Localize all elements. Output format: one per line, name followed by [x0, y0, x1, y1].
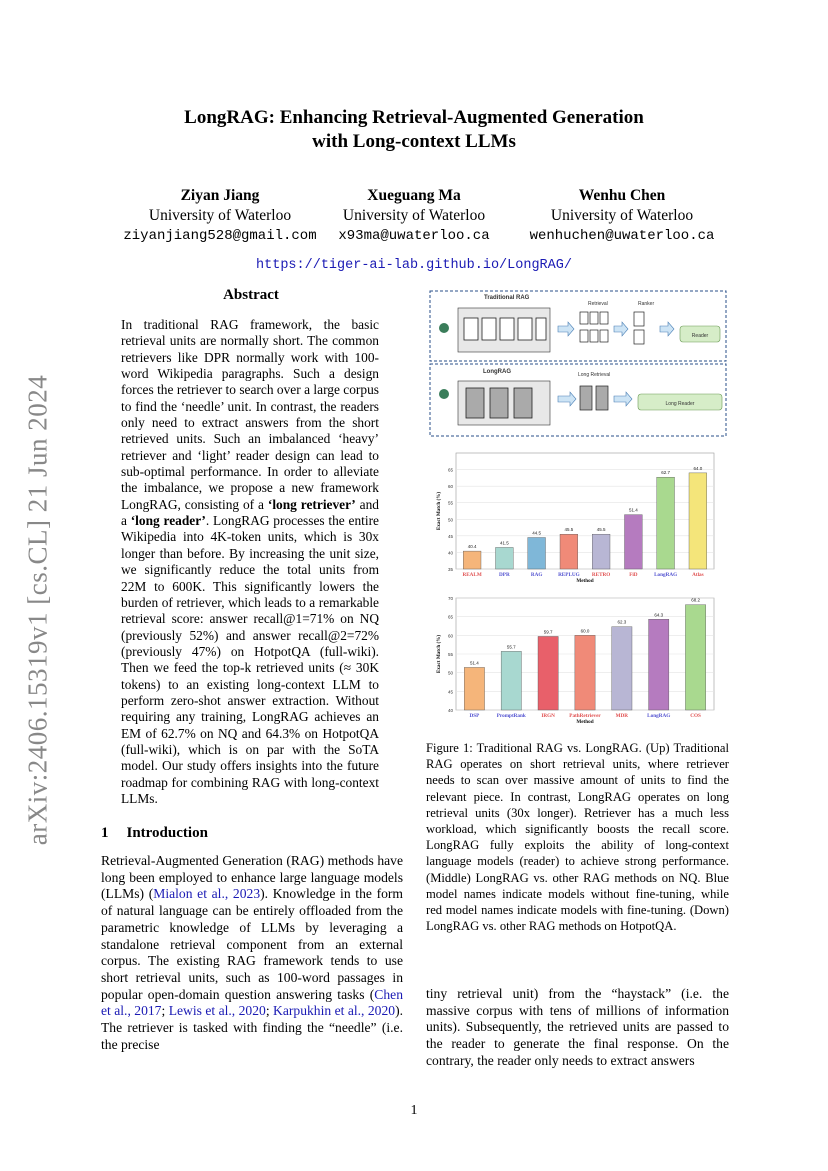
y-axis-label: Exact Match (%) — [436, 491, 442, 531]
longrag-label: LongRAG — [483, 369, 511, 375]
x-tick-label: REALM — [462, 572, 482, 578]
y-tick-label: 55 — [447, 500, 453, 506]
plot-area — [456, 453, 714, 569]
bar-value-label: 59.7 — [543, 629, 553, 635]
bar — [575, 635, 595, 710]
x-tick-label: RETRO — [591, 572, 611, 578]
bar-value-label: 40.4 — [467, 544, 477, 550]
bar — [592, 534, 610, 569]
user-question-icon — [439, 389, 449, 399]
bar — [657, 477, 675, 569]
bar-value-label: 62.3 — [617, 619, 627, 625]
y-tick-label: 60 — [447, 484, 453, 490]
abstract-text: In traditional RAG framework, the basic retrieval units are normally short. The common retrievers like DPR normally work with 100-word Wikipedia paragraphs. Such a design forces the retriever to search over a large corpus to find the ‘needle’ unit. In contrast, the readers only need to extract answers from the short retrieved units. Such an imbalanced ‘heavy’ retriever and ‘light’ reader design can lead to sub-optimal performance. In order to alleviate the imbalance, we propose a new framework LongRAG, consisting of a — [121, 317, 379, 512]
y-tick-label: 35 — [447, 567, 453, 572]
long-reader-label: Long Reader — [665, 401, 695, 407]
x-axis-label: Method — [576, 578, 594, 584]
section-heading-introduction — [101, 825, 208, 842]
title-line-2: with Long-context LLMs — [312, 131, 516, 152]
y-tick-label: 55 — [447, 652, 453, 657]
citation-link[interactable]: Lewis et al., 2020 — [168, 1003, 266, 1019]
project-url-link[interactable]: https://tiger-ai-lab.github.io/LongRAG/ — [256, 258, 572, 273]
citation-link[interactable]: Mialon et al., 2023 — [153, 886, 261, 902]
bar — [612, 627, 632, 710]
abstract-heading: Abstract — [223, 287, 279, 303]
abstract-text: and a — [121, 496, 379, 529]
bar-value-label: 55.7 — [506, 644, 516, 650]
author-2 — [314, 186, 514, 246]
author-email[interactable]: wenhuchen@uwaterloo.ca — [529, 228, 715, 244]
reader-label: Reader — [691, 333, 709, 339]
y-tick-label: 50 — [447, 517, 453, 523]
bar-value-label: 44.5 — [532, 530, 542, 536]
bar-value-label: 45.5 — [564, 527, 574, 533]
abstract-text: . LongRAG processes the entire Wikipedia into 4K-token units, which is 30x longer than before. By increasing the unit size, we significantly reduce the total units from 22M to 600K. This significantly lowers the burden of retriever, which leads to a remarkable retrieval score: answer recall@1=71% on NQ (previously 52%) and answer recall@2=72% (previously 47%) on HotpotQA (full-wiki). Then we feed the top-k retrieved units (≈ 30K tokens) to an existing long-context LLM to perform zero-shot answer extraction. Without requiring any training, LongRAG achieves an EM of 62.7% on NQ and 64.3% on HotpotQA (full-wiki), which is on par with the SoTA model. Our study offers insights into the future roadmap for combining RAG with long-context LLMs. — [121, 513, 379, 806]
y-tick-label: 45 — [447, 689, 453, 695]
bar — [625, 515, 643, 569]
x-tick-label: PromptRank — [496, 713, 526, 719]
arxiv-stamp: arXiv:2406.15319v1 [cs.CL] 21 Jun 2024 — [22, 374, 53, 846]
citation-link[interactable]: Karpukhin et al., 2020 — [273, 1003, 396, 1019]
figure-caption: Figure 1: Traditional RAG vs. LongRAG. (Up) Traditional RAG operates on short retrieval units, where retriever needs to scan over massive amount of units to find the relevant piece. In contrast, LongRAG operates on long retrieval units (30x longer). Retriever has a much less workload, which significantly boosts the recall score. LongRAG fully exploits the ability of long-context language models (reader) to achieve strong performance. (Middle) LongRAG vs. other RAG methods on NQ. Blue model names indicate models without fine-tuning, while red model names indicate models with fine-tuning. (Down) LongRAG vs. other RAG methods on HotpotQA. — [426, 741, 729, 934]
retrieval-label: Retrieval — [588, 301, 608, 307]
x-tick-label: Atlas — [692, 572, 704, 578]
page-number: 1 — [410, 1103, 418, 1118]
chart-nq — [428, 448, 718, 598]
section-number: 1 — [101, 825, 109, 841]
bar-value-label: 68.2 — [691, 597, 700, 603]
y-tick-label: 65 — [447, 614, 453, 620]
author-email[interactable]: ziyanjiang528@gmail.com — [123, 228, 317, 244]
long-docs-icon — [466, 388, 532, 418]
bar — [689, 473, 707, 569]
user-question-icon — [439, 323, 449, 333]
author-email[interactable]: x93ma@uwaterloo.ca — [338, 228, 490, 244]
bar-value-label: 41.5 — [499, 540, 509, 546]
x-tick-label: REPLUG — [558, 572, 580, 578]
y-tick-label: 60 — [447, 633, 453, 639]
y-axis-label: Exact Match (%) — [436, 634, 442, 674]
abstract-bold-long-retriever: ‘long retriever’ — [267, 496, 356, 512]
bar — [496, 547, 514, 569]
abstract-bold-long-reader: ‘long reader’ — [130, 513, 206, 529]
bar — [501, 651, 521, 710]
intro-paragraph — [101, 853, 403, 1053]
x-tick-label: PathRetriever — [569, 713, 601, 719]
x-tick-label: RAG — [530, 572, 543, 578]
y-tick-label: 45 — [447, 533, 453, 539]
traditional-rag-label: Traditional RAG — [484, 295, 530, 301]
title-line-1: LongRAG: Enhancing Retrieval-Augmented Generation — [184, 107, 644, 128]
bar — [463, 551, 481, 569]
bar — [538, 636, 558, 710]
author-name: Wenhu Chen — [578, 187, 666, 204]
x-tick-label: LongRAG — [647, 713, 671, 719]
bar-value-label: 60.0 — [580, 628, 590, 634]
paper-title — [0, 106, 828, 154]
author-1 — [120, 186, 320, 246]
bar-value-label: 45.5 — [596, 527, 606, 533]
intro-text: Retrieval-Augmented Generation (RAG) methods have long been employed to enhance large language models (LLMs) ( — [101, 853, 403, 902]
ranker-label: Ranker — [638, 301, 655, 307]
x-tick-label: IRGN — [541, 713, 555, 719]
x-axis-label: Method — [576, 719, 594, 725]
x-tick-label: FiD — [629, 572, 638, 578]
y-tick-label: 40 — [447, 708, 453, 713]
abstract-body — [121, 317, 379, 807]
y-tick-label: 70 — [447, 596, 453, 601]
intro-text: ; — [161, 1003, 169, 1019]
author-name: Xueguang Ma — [367, 187, 461, 204]
bar-value-label: 51.4 — [470, 660, 479, 666]
bar-value-label: 51.4 — [628, 507, 638, 513]
x-tick-label: DPR — [499, 572, 510, 578]
figure-diagram — [428, 288, 728, 438]
x-tick-label: DSP — [469, 713, 480, 719]
column2-paragraph: tiny retrieval unit) from the “haystack” (i.e. the massive corpus with tens of millions of information units). Subsequently, the retrieved units are passed to the reader to generate the final response. On the contrary, the reader only needs to extract answers — [426, 986, 729, 1068]
y-tick-label: 65 — [447, 467, 453, 473]
intro-text: ). The retriever is tasked with finding the “needle” (i.e. the precise — [101, 1003, 403, 1052]
x-tick-label: COS — [690, 713, 701, 719]
bar — [528, 538, 546, 569]
intro-text: ; — [265, 1003, 274, 1019]
bar — [464, 667, 484, 710]
author-affiliation: University of Waterloo — [342, 207, 486, 224]
citation-link[interactable]: Chen et al., 2017 — [101, 986, 403, 1019]
chart-hotpotqa — [428, 592, 718, 742]
x-tick-label: MDR — [615, 713, 629, 719]
author-3 — [516, 186, 728, 246]
bar-value-label: 64.3 — [654, 612, 664, 618]
bar — [685, 605, 705, 710]
y-tick-label: 40 — [447, 550, 453, 556]
bar — [649, 619, 669, 710]
bar-value-label: 62.7 — [661, 470, 671, 476]
long-retrieval-label: Long Retrieval — [578, 372, 611, 378]
bar-value-label: 64.0 — [693, 465, 703, 471]
author-affiliation: University of Waterloo — [148, 207, 292, 224]
y-tick-label: 50 — [447, 670, 453, 676]
author-affiliation: University of Waterloo — [550, 207, 694, 224]
bar — [560, 534, 578, 569]
author-name: Ziyan Jiang — [180, 187, 260, 204]
x-tick-label: LongRAG — [654, 572, 678, 578]
intro-text: ). Knowledge in the form of natural language can be entirely offloaded from the parametric knowledge of LLMs by leveraging a standalone retrieval component from an external corpus. The existing RAG framework tends to use short retrieval units, such as 100-word passages in popular open-domain question answering tasks ( — [101, 886, 403, 1002]
section-title: Introduction — [126, 825, 208, 841]
